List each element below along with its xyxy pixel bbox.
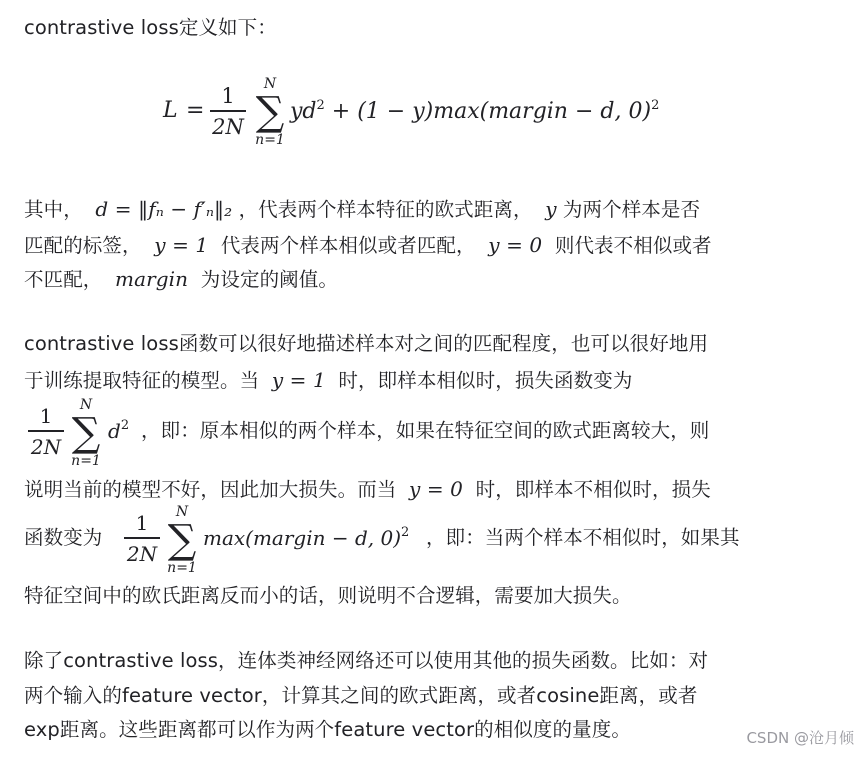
p3-text: contrastive loss函数可以很好地描述样本对之间的匹配程度，也可以很好地用: [24, 332, 709, 355]
p2-text: 为两个样本是否: [562, 198, 701, 221]
math-margin: margin: [115, 267, 189, 291]
formula-equals: =: [186, 98, 205, 123]
p3-text: 于训练提取特征的模型。当: [24, 369, 260, 392]
fraction-numerator: 1: [221, 84, 235, 108]
p2-text: 不匹配，: [24, 268, 103, 291]
formula-yd: yd: [290, 99, 317, 124]
para3-line5: [426, 525, 740, 551]
p4-text: 两个输入的feature vector，计算其之间的欧式距离，或者cosine距离，或者: [24, 684, 698, 707]
sum-upper-limit: N: [175, 504, 189, 520]
math-y-equals-1: y = 1: [271, 368, 326, 392]
formula-exponent-2: 2: [651, 98, 660, 113]
formula-exponent-1: 2: [316, 98, 325, 113]
math-y-equals-0: y = 0: [409, 477, 464, 501]
para4-line2: [24, 683, 697, 709]
para4-line3: [24, 717, 631, 743]
p3-text: 说明当前的模型不好，因此加大损失。而当: [24, 478, 397, 501]
term-max-margin: [203, 525, 409, 550]
fraction-dissimilar: [124, 511, 160, 566]
math-y-equals-1: y = 1: [154, 233, 209, 257]
p3-text: ，即：原本相似的两个样本，如果在特征空间的欧式距离较大，则: [141, 419, 710, 442]
sum-lower-limit: n=1: [71, 453, 101, 469]
formula-rest: + (1 − y)max(margin − d, 0): [324, 99, 652, 124]
p2-text: 则代表不相似或者: [554, 234, 712, 257]
sigma-symbol: ∑: [255, 89, 285, 135]
p3-text: 特征空间中的欧氏距离反而小的话，则说明不合逻辑，需要加大损失。: [24, 584, 632, 607]
p2-text: ，代表两个样本特征的欧式距离，: [238, 198, 533, 221]
sum-lower-limit: n=1: [167, 560, 197, 576]
formula-lhs: L: [163, 98, 178, 123]
fraction-denominator: 2N: [126, 541, 158, 566]
sigma-symbol: ∑: [71, 410, 101, 456]
fraction-denominator: 2N: [30, 434, 62, 459]
para4-line1: [24, 648, 708, 674]
term-exponent: 2: [120, 418, 130, 433]
math-distance-def: d = ‖fₙ − f′ₙ‖₂: [95, 197, 233, 221]
sigma-symbol: ∑: [167, 517, 197, 563]
fraction-numerator: 1: [135, 511, 149, 535]
math-y: y: [545, 197, 557, 221]
sum-upper-limit: N: [263, 76, 277, 92]
p4-text: 除了contrastive loss，连体类神经网络还可以使用其他的损失函数。比如：对: [24, 649, 709, 672]
csdn-watermark: CSDN @沧月倾: [746, 729, 854, 747]
p2-text: 代表两个样本相似或者匹配，: [220, 234, 476, 257]
para3-line6: [24, 583, 632, 609]
p3-text: ，即：当两个样本不相似时，如果其: [426, 526, 740, 549]
intro-text: contrastive loss定义如下：: [24, 16, 277, 39]
p4-text: exp距离。这些距离都可以作为两个feature vector的相似度的量度。: [24, 718, 631, 741]
summation-dissimilar: [164, 504, 200, 576]
math-y-equals-0: y = 0: [488, 233, 543, 257]
p2-text: 其中，: [24, 198, 83, 221]
p3-text: 函数变为: [24, 526, 103, 549]
term-max: max(margin − d, 0): [203, 526, 402, 550]
sum-upper-limit: N: [79, 397, 93, 413]
fraction-numerator: 1: [39, 404, 53, 428]
term-exponent: 2: [401, 525, 410, 540]
p2-text: 为设定的阈值。: [200, 268, 338, 291]
p3-text: 时，即样本不相似时，损失: [475, 478, 711, 501]
fraction-denominator: 2N: [212, 114, 244, 139]
sum-lower-limit: n=1: [255, 132, 285, 148]
term-d: d: [108, 419, 121, 443]
p3-text: 时，即样本相似时，损失函数变为: [338, 369, 633, 392]
p2-text: 匹配的标签，: [24, 234, 142, 257]
fraction-bar: [124, 537, 160, 539]
